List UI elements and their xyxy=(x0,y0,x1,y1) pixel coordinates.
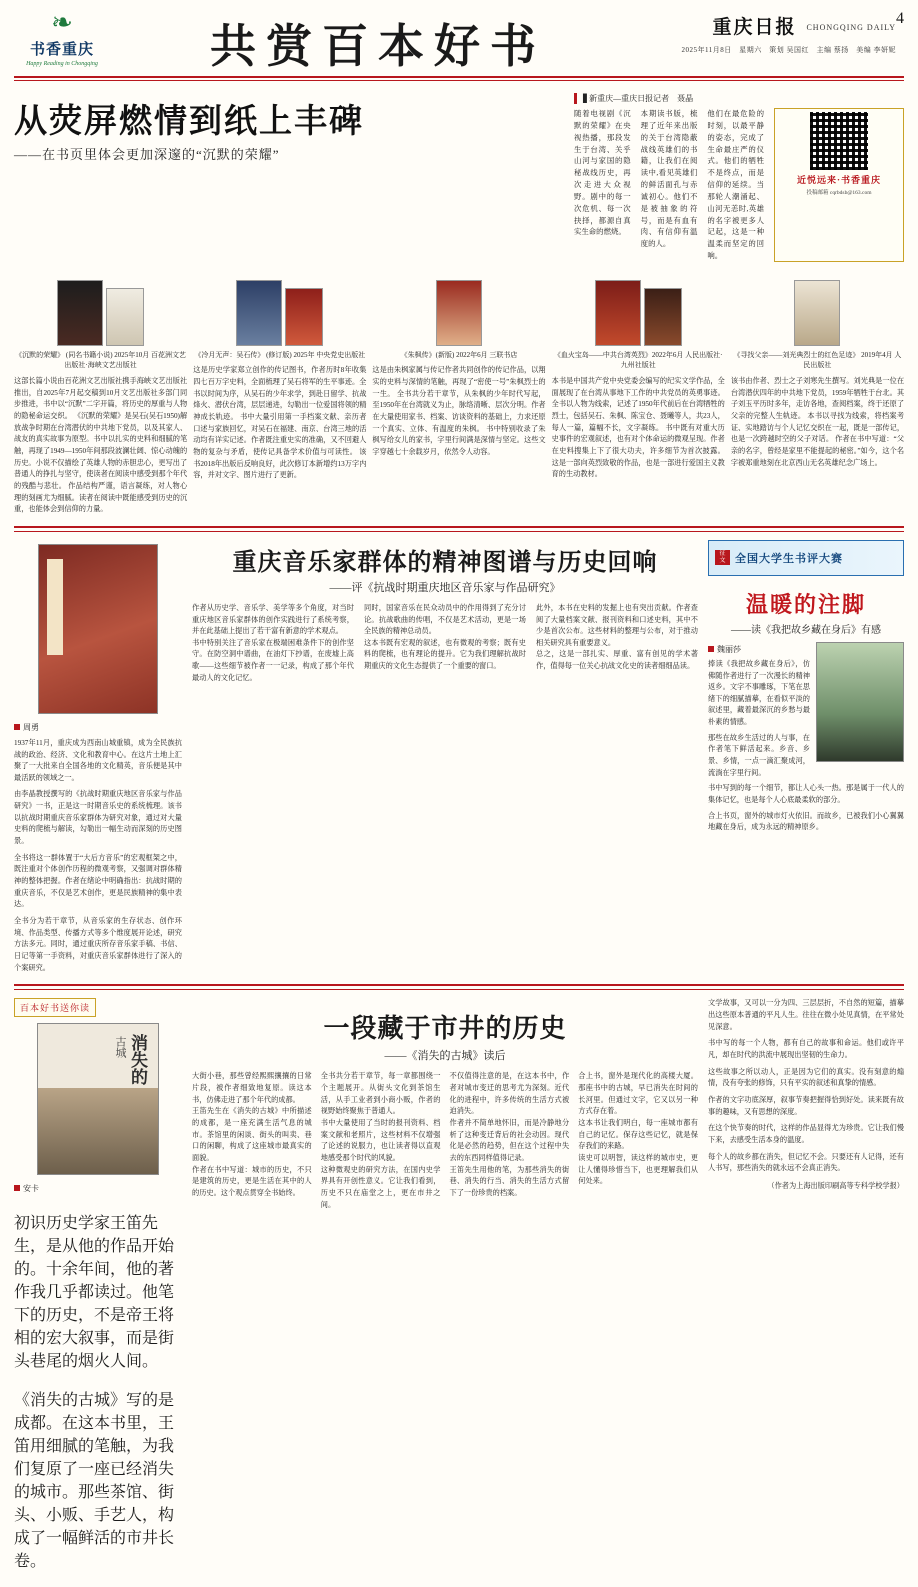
lead-column-2: 他们在最危险的时刻，以最平静的姿态，完成了生命最庄严的仪式。他们的牺牲不是终点，而是信仰的延续。当那轮人潮涌起、山河无恙时,英雄的名字被更多人记起，这是一种温柔而坚定的回响。 xyxy=(707,109,765,261)
book-title: 《寻找父亲——刘光典烈士的红色足迹》 2019年4月 人民出版社 xyxy=(733,350,902,370)
article-title: 重庆音乐家群体的精神图谱与历史回响 xyxy=(232,549,658,576)
review-book-cover xyxy=(38,544,158,714)
body-paragraph: 每个人的故乡都在消失，但记忆不会。只要还有人记得，还有人书写，那些消失的就永远不会真正消失。 xyxy=(708,1152,904,1173)
body-paragraph: 这些故事之所以动人，正是因为它们的真实。没有刻意的煽情，没有夸张的修饰，只有平实的叙述和真挚的情感。 xyxy=(708,1067,904,1088)
body-paragraph: 此外，本书在史料的发掘上也有突出贡献。作者查阅了大量档案文献、报刊资料和口述史料，其中不少是首次公布。这些材料的整理与公布，对于推动相关研究具有重要意义。 xyxy=(536,603,698,647)
qr-subtitle: 投稿邮箱 cqrbdsb@163.com xyxy=(806,190,872,196)
masthead xyxy=(14,0,904,72)
body-paragraph: 大街小巷，那些曾经熙熙攘攘的日常片段，被作者细致地复原。读这本书，仿佛走进了那个年代的成都。 xyxy=(192,1072,312,1104)
body-paragraph: 捧读《我把故乡藏在身后》，仿佛随作者进行了一次漫长的精神返乡。文字不事雕琢，下笔在思绪下的细腻描摹，在看似平淡的叙述里，藏着最深沉的乡愁与最朴素的情感。 xyxy=(708,659,810,727)
book-cover-art xyxy=(236,280,282,346)
body-paragraph: 1937年11月，重庆成为西南山城重镇，成为全民族抗战的政治、经济、文化和教育中心。在这片土地上汇聚了一大批来自全国各地的文化精英，音乐便是其中最活跃的领域之一。 xyxy=(14,738,182,782)
body-paragraph: 王笛先生用他的笔，为那些消失的街巷、消失的行当、消失的生活方式留下了一份珍贵的档案。 xyxy=(449,1165,570,1197)
body-paragraph: 全书分为若干章节，从音乐家的生存状态、创作环境、作品类型、传播方式等多个维度展开论述，研究方法多元。同时，通过重庆所存音乐家手稿、书信、日记等第一手资料，对重庆音乐家群体进行了深入的个案研究。 xyxy=(14,917,182,972)
body-paragraph: 这本书既有宏观的叙述，也有微观的考察；既有史料的爬梳，也有理论的提升。它为我们理解抗战时期重庆的文化生态提供了一个重要的窗口。 xyxy=(364,638,526,671)
bottom-left-column xyxy=(14,998,182,1587)
book-cover-art-alt xyxy=(285,288,323,346)
book-cover xyxy=(372,272,545,346)
body-column xyxy=(450,1071,570,1211)
paper-name-cn: 重庆日报 xyxy=(712,17,797,38)
body-paragraph: 书中写的每一个人物，都有自己的故事和命运。他们或许平凡，却在时代的洪流中展现出坚韧的生命力。 xyxy=(708,1039,904,1059)
cover-title-main: 消失的 xyxy=(128,1034,147,1086)
red-square-marker-icon xyxy=(14,1185,20,1191)
article-subtitle: ——评《抗战时期重庆地区音乐家与作品研究》 xyxy=(329,581,561,594)
body-column xyxy=(192,1071,312,1211)
column-tagline: 百本好书送你读 xyxy=(14,998,96,1017)
bottom-article-title: 一段藏于市井的历史 xyxy=(323,1014,567,1044)
byline: ▋新重庆—重庆日报记者 聂晶 xyxy=(574,93,904,104)
body-paragraph: 作者并不简单地怀旧，而是冷静地分析了这种变迁背后的社会动因。现代化是必然的趋势，但在这个过程中失去的东西同样值得记录。 xyxy=(449,1118,570,1162)
bottom-article-subtitle: ——《消失的古城》读后 xyxy=(384,1050,506,1063)
issue-meta: 2025年11月8日 星期六 策划 吴国红 主编 蔡扬 美编 李妍妮 xyxy=(681,46,896,54)
book-title: 《血火宝岛——中共台湾英烈》2022年6月 人民出版社·九州社版社 xyxy=(553,350,723,370)
body-paragraph: 王笛先生在《消失的古城》中所描述的成都，是一座充满生活气息的城市。茶馆里的闲谈、街头的叫卖、巷口的闲聊，构成了这座城市最真实的面貌。 xyxy=(192,1107,312,1162)
book-description: 这部长篇小说由百花洲文艺出版社携手海峡文艺出版社推出，自2025年7月起交稿到10月文艺出版社多部门同步推进，书中以“沉默”二字开篇，将历史的厚重与人物的隐秘命运交织。 《沉默的荣耀》是吴石(吴石1950)解放战争时期在台湾潜伏的中共地下党员，以及其家人、战友的真实故事为原型。书中以扎实的史料和细腻的笔触，再现了1949—1950年间那段波澜壮阔、惊心动魄的历史。小说不仅描绘了英雄人物的赤胆忠心，更写出了普通人的挣扎与坚守，使读者在阅读中感受到那个年代的残酷与悲壮。 作品结构严谨，语言凝练，对人物心理的刻画尤为细腻。读者在阅读中既能感受到历史的沉重，也能体会到信仰的力量。 xyxy=(14,376,188,514)
middle-left-column xyxy=(14,540,182,974)
body-column xyxy=(578,1071,698,1211)
book-cover-art xyxy=(57,280,103,346)
bottom-article-author xyxy=(14,1183,182,1194)
logo-chinese: 书香重庆 xyxy=(29,42,94,58)
lead-subheadline: ——在书页里体会更加深邃的“沉默的荣耀” xyxy=(14,147,280,162)
list-item xyxy=(731,272,904,516)
body-paragraph: 合上书，窗外是现代化的高楼大厦。那座书中的古城，早已消失在时间的长河里。但通过文字，它又以另一种方式存在着。 xyxy=(578,1072,698,1116)
contest-banner[interactable] xyxy=(708,540,904,576)
paper-name-en: CHONGQING DAILY xyxy=(806,23,896,32)
body-paragraph: 由李晶教授撰写的《抗战时期重庆地区音乐家与作品研究》一书，正是这一时期音乐史的系统梳理。该书以抗战时期重庆音乐家群体为研究对象，通过对大量史料的爬梳与解读，勾勒出一幅生动而深刻的历史图景。 xyxy=(14,790,182,846)
publication-logo xyxy=(14,10,110,67)
book-cover xyxy=(14,272,187,346)
middle-right-column xyxy=(708,540,904,974)
book-title: 《朱枫传》(新版) 2022年6月 三联书店 xyxy=(400,350,518,359)
book-description: 这是由朱枫家属与传记作者共同创作的传记作品，以翔实的史料与深情的笔触，再现了“密使一号”朱枫烈士的一生。 全书共分若干章节，从朱枫的少年时代写起，至1950年在台湾就义为止，脉络清晰、层次分明。作者在大量使用家书、档案、访谈资料的基础上，力求还原一个真实、立体、有温度的朱枫。 书中特别收录了朱枫写给女儿的家书，字里行间满是深情与坚定。这些文字穿越七十余载岁月，依然令人动容。 xyxy=(372,366,546,457)
cover-photo xyxy=(38,1088,158,1174)
middle-center-column xyxy=(192,540,698,974)
body-paragraph: 合上书页，窗外的城市灯火依旧。而故乡，已被我们小心翼翼地藏在身后，成为永远的精神原乡。 xyxy=(708,811,904,832)
book-cover-art-alt xyxy=(644,288,682,346)
featured-book-cover xyxy=(37,1023,159,1175)
bottom-right-column xyxy=(708,998,904,1587)
author-name: 周勇 xyxy=(23,722,39,732)
book-cover-art xyxy=(595,280,641,346)
bottom-center-column xyxy=(192,998,698,1587)
section-divider-2 xyxy=(14,984,904,990)
list-item xyxy=(193,272,366,516)
bottom-section xyxy=(14,998,904,1587)
book-cover xyxy=(731,272,904,346)
warm-book-cover xyxy=(816,642,904,762)
warm-article-title: 温暖的注脚 xyxy=(745,591,866,617)
page-title xyxy=(110,10,646,76)
red-square-marker-icon xyxy=(708,646,714,652)
body-column xyxy=(321,1071,441,1211)
author-name: 魏丽莎 xyxy=(717,644,741,654)
masthead-right xyxy=(646,10,896,55)
book-title: 《沉默的荣耀》 (同名书籍小说) 2025年10月 百花洲文艺出版社·海峡文艺出版社 xyxy=(15,350,187,370)
book-list xyxy=(14,272,904,516)
body-paragraph: 读史可以明智，读这样的城市史，更让人懂得珍惜当下，也更理解我们从何处来。 xyxy=(578,1153,698,1186)
qr-code-icon[interactable] xyxy=(810,112,868,170)
body-paragraph: 不仅值得注意的是，在这本书中，作者对城市变迁的思考尤为深刻。近代化的进程中，许多传统的生活方式被迫消失。 xyxy=(449,1072,570,1116)
book-cover-art xyxy=(436,280,482,346)
divider-rule-top xyxy=(14,76,904,78)
body-paragraph: 初识历史学家王笛先生，是从他的作品开始的。十余年间，他的著作我几乎都读过。他笔下的历史，不是帝王将相的宏大叙事，而是街头巷尾的烟火人间。 xyxy=(14,1215,175,1371)
body-column xyxy=(192,603,354,685)
section-divider xyxy=(14,526,904,532)
lead-headline: 从荧屏燃情到纸上丰碑 xyxy=(14,104,364,140)
body-paragraph: 同时，国家音乐在民众动员中的作用得到了充分讨论。抗战歌曲的传唱，不仅是艺术活动，更是一场全民族的精神总动员。 xyxy=(364,603,526,636)
body-paragraph: 全书共分若干章节，每一章都围绕一个主题展开。从街头文化到茶馆生活，从手工业者到小商小贩，作者的视野始终聚焦于普通人。 xyxy=(320,1072,441,1116)
body-paragraph: 书中写到的每一个细节，都让人心头一热。那是属于一代人的集体记忆，也是每个人心底最柔软的部分。 xyxy=(708,784,904,805)
body-paragraph: 总之，这是一部扎实、厚重、富有创见的学术著作，值得每一位关心抗战文化史的读者细细品读。 xyxy=(536,650,698,671)
body-paragraph: 那些在故乡生活过的人与事，在作者笔下鲜活起来。乡音、乡景、乡情，一点一滴汇聚成河，流淌在字里行间。 xyxy=(708,733,810,777)
book-cover-art xyxy=(794,280,840,346)
body-paragraph: 文学故事，又可以一分为四、三层层折，不自然的短篇，描摹出这些原本普通的平凡人生。往往在微小处见真情，在平常处见深意。 xyxy=(708,999,904,1031)
logo-english: Happy Reading in Chongqing xyxy=(26,61,98,67)
body-paragraph: 作者在书中写道：城市的历史，不只是建筑的历史，更是生活在其中的人的历史。这个观点贯穿全书始终。 xyxy=(192,1165,312,1197)
body-paragraph: 《消失的古城》写的是成都。在这本书里，王笛用细腻的笔触，为我们复原了一座已经消失的城市。那些茶馆、街头、小贩、手艺人，构成了一幅鲜活的市井长卷。 xyxy=(14,1392,175,1571)
article-signature: （作者为上海出版印刷高等专科学校学报） xyxy=(767,1181,904,1190)
body-paragraph: 作者从历史学、音乐学、美学等多个角度，对当时重庆地区音乐家群体的创作实践进行了系统考察，并在此基础上提出了若干富有新意的学术观点。 xyxy=(192,603,354,636)
contest-banner-text: 全国大学生书评大赛 xyxy=(735,552,843,565)
list-item xyxy=(372,272,545,516)
qr-callout[interactable] xyxy=(774,108,904,262)
middle-section xyxy=(14,540,904,974)
divider-rule-thin xyxy=(14,80,904,81)
book-title: 《冷月无声：吴石传》 (修订版) 2025年 中央党史出版社 xyxy=(194,350,366,359)
body-paragraph: 这本书让我们明白，每一座城市都有自己的记忆。保存这些记忆，就是保存我们的来路。 xyxy=(578,1118,698,1151)
page-number: 4 xyxy=(896,10,904,27)
body-paragraph: 书中特别关注了音乐家在极端困难条件下的创作坚守。在防空洞中谱曲，在油灯下抄谱，在废墟上高歌——这些细节被作者一一记录，构成了那个年代最动人的文化记忆。 xyxy=(192,638,354,682)
lead-story xyxy=(14,87,904,262)
book-description: 这是历史学家郑立创作的传记图书，作者历时8年收集四七百万字史料，全面梳理了吴石将军的生平事迹。全书以时间为序，从吴石的少年求学，到赴日留学、抗战烽火、潜伏台湾，层层递进，勾勒出一位爱国将领的精神成长轨迹。 书中大量引用第一手档案文献、亲历者口述与家族回忆，对吴石在福建、南京、台湾三地的活动均有详实记述。作者既注重史实的准确，又不回避人物的复杂与矛盾，使传记具备学术价值与可读性。 该书2018年出版后反响良好，此次修订本新增约13万字内容，并对文字、图片进行了更新。 xyxy=(193,366,367,480)
body-paragraph: 作者的文字功底深厚，叙事节奏把握得恰到好处。读来既有故事的趣味，又有思想的深度。 xyxy=(708,1095,904,1116)
cover-band xyxy=(47,559,63,655)
red-square-marker-icon xyxy=(14,724,20,730)
list-item xyxy=(552,272,725,516)
cover-title-sub: 古城 xyxy=(114,1036,126,1059)
book-cover xyxy=(193,272,366,346)
leaf-icon: ❧ xyxy=(51,8,73,37)
list-item xyxy=(14,272,187,516)
book-description: 本书是中国共产党中央党委会编写的纪实文学作品，全面展现了在台湾从事地下工作的中共党员的英勇事迹。 全书以人物为线索，记述了1950年代前后在台湾牺牲的烈士，包括吴石、朱枫、陈宝仓、聂曦等人，共23人，每人一篇，篇幅不长，文字凝练。 书中既有对重大历史事件的宏观叙述，也有对个体命运的微观呈现。作者在史料搜集上下了很大功夫，许多细节为首次披露。 这是一部向英烈致敬的作品，也是一部进行爱国主义教育的生动教材。 xyxy=(551,376,725,479)
article-author xyxy=(14,722,182,733)
lead-story-left xyxy=(14,87,564,262)
book-description: 该书由作者、烈士之子刘寒先生撰写。刘光典是一位在台湾潜伏四年的中共地下党员，1959年牺牲于台北。其子刘玉平历时多年，走访各地，查阅档案，终于还原了父亲的完整人生轨迹。 本书以寻找为线索，将档案考证、实地踏访与个人记忆交织在一起，既是一部传记，也是一次跨越时空的父子对话。 作者在书中写道：“父亲的名字，曾经是家里不能提起的秘密。”如今，这个名字被郑重地刻在北京西山无名英雄纪念广场上。 xyxy=(730,376,905,467)
body-paragraph: 全书将这一群体置于“大后方音乐”的宏观框架之中，既注重对个体创作历程的微观考察，又强调对群体精神的整体把握。作者在绪论中明确指出：抗战时期的重庆音乐，不仅是艺术创作，更是民族精神的集中表达。 xyxy=(14,853,182,909)
body-paragraph: 这种微观史的研究方法，在国内史学界具有开创性意义。它让我们看到，历史不只在庙堂之上，更在市井之间。 xyxy=(320,1165,441,1209)
author-name: 安卡 xyxy=(23,1184,39,1194)
warm-article-subtitle: ——读《我把故乡藏在身后》有感 xyxy=(731,624,881,636)
masthead-title-text: 共赏百本好书 xyxy=(210,19,546,73)
lead-column-1: 本期读书版，梳理了近年来出版的关于台湾隐蔽战线英雄们的书籍，让我们在阅读中,看见英雄们的鲜活面孔与赤诚初心。他们不是被抽象的符号，而是有血有肉、有信仰有温度的人。 xyxy=(640,109,698,249)
body-paragraph: 在这个快节奏的时代，这样的作品显得尤为珍贵。它让我们慢下来，去感受生活本身的温度。 xyxy=(708,1124,904,1144)
lead-story-right xyxy=(574,87,904,262)
body-column xyxy=(536,603,698,685)
book-cover xyxy=(552,272,725,346)
contest-tag: 征文 xyxy=(715,550,730,565)
lead-paragraph: 随着电视剧《沉默的荣耀》在央视热播，那段发生于台湾、关乎山河与家国的隐秘战线历史，再次走进大众视野。剧中的每一次危机、每一次抉择，都源自真实生命的燃烧。 xyxy=(574,109,631,237)
book-cover-art-alt xyxy=(106,288,144,346)
body-paragraph: 书中大量使用了当时的报刊资料、档案文献和老照片，这些材料不仅增强了论述的说服力，也让读者得以直观地感受那个时代的风貌。 xyxy=(320,1118,441,1162)
body-column xyxy=(364,603,526,685)
qr-title: 近悦远来·书香重庆 xyxy=(797,175,882,185)
